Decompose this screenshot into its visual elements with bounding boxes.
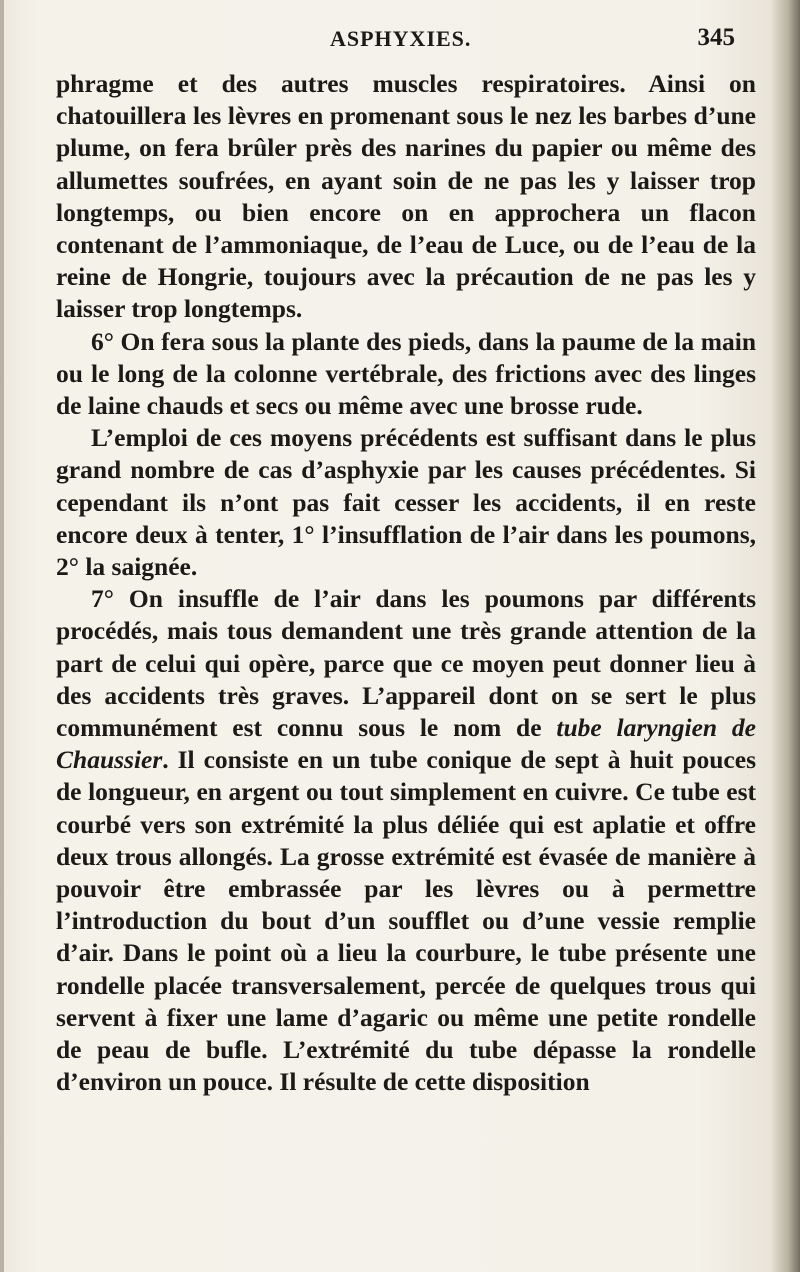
page-left-edge <box>0 0 4 1272</box>
paragraph-7-end: . Il consiste en un tube conique de sept à huit pouces de longueur, en argent ou tout simplement en cuivre. Ce tube est courbé vers son extrémité la plus déliée qui est aplatie et offre deux trous allongés. La grosse extrémité est évasée de manière à pouvoir être embrassée par les lèvres ou à permettre l’introduction du bout d’un soufflet ou d’une vessie remplie d’air. Dans le point où a lieu la courbure, le tube présente une rondelle placée transversalement, percée de quelques trous qui servent à fixer une lame d’agaric ou même une petite rondelle de peau de bufle. L’extrémité du tube dépasse la rondelle d’environ un pouce. Il résulte de cette disposition <box>56 745 756 1097</box>
paragraph-6: 6° On fera sous la plante des pieds, dans la paume de la main ou le long de la colonne vertébrale, des frictions avec des linges de laine chauds et secs ou même avec une brosse rude. <box>56 326 756 421</box>
tube-name-italic: tube laryngien de Chaussier <box>56 713 756 775</box>
running-title: ASPHYXIES. <box>330 26 472 51</box>
binding-shadow <box>770 0 800 1272</box>
body-text <box>56 68 756 1099</box>
paragraph-7 <box>56 583 756 1098</box>
paragraph-emploi: L’emploi de ces moyens précédents est suffisant dans le plus grand nombre de cas d’asphyxie par les causes précédentes. Si cependant ils n’ont pas fait cesser les accidents, il en reste encore deux à tenter, 1° l’insufflation de l’air dans les poumons, 2° la saignée. <box>56 423 756 582</box>
running-head <box>40 22 760 54</box>
paragraph-continuation: phragme et des autres muscles respiratoires. Ainsi on chatouillera les lèvres en promenant sous le nez les barbes d’une plume, on fera brûler près des narines du papier ou même des allumettes soufrées, en ayant soin de ne pas les y laisser trop longtemps, ou bien encore on en approchera un flacon contenant de l’ammoniaque, de l’eau de Luce, ou de l’eau de la reine de Hongrie, toujours avec la précaution de ne pas les y laisser trop longtemps. <box>56 69 756 324</box>
paragraph-7-start: 7° On insuffle de l’air dans les poumons par différents procédés, mais tous demandent une très grande attention de la part de celui qui opère, parce que ce moyen peut donner lieu à des accidents très graves. L’appareil dont on se sert le plus communément est connu sous le nom de <box>56 584 756 743</box>
page-number: 345 <box>697 24 735 51</box>
